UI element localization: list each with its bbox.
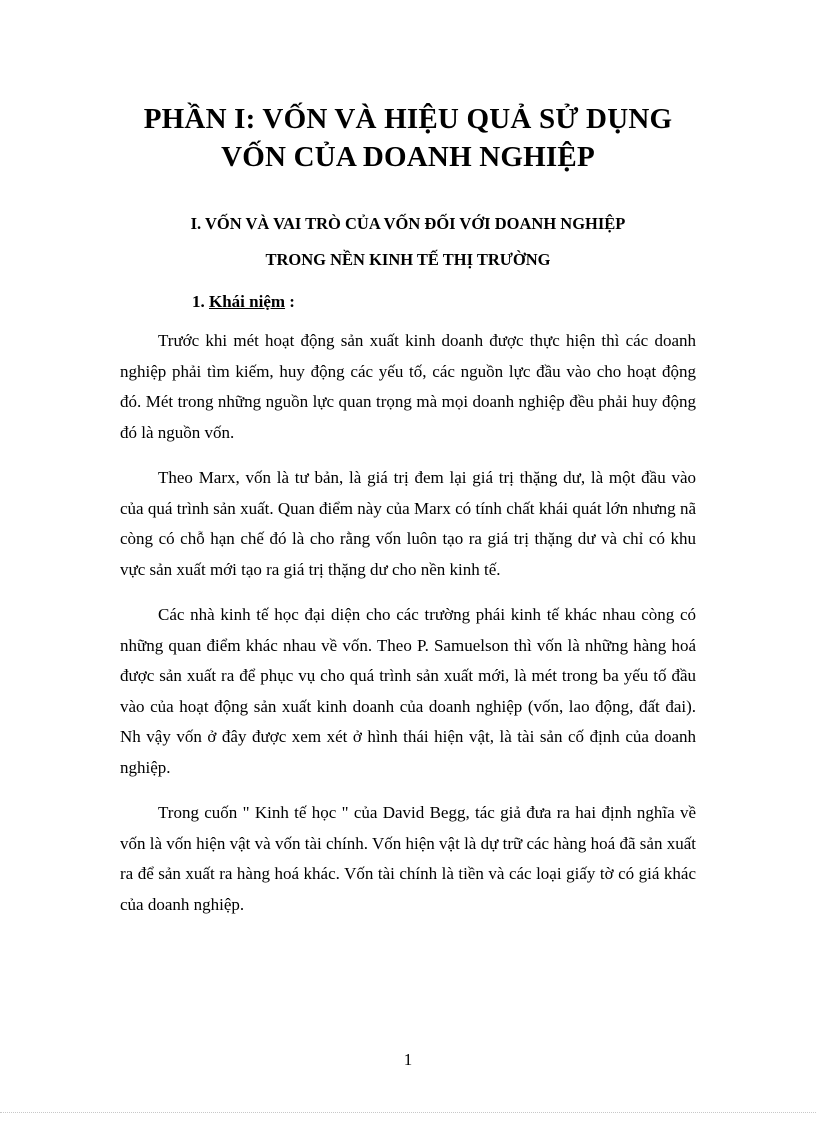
- paragraph: Trong cuốn " Kinh tế học " của David Begg, tác giả đưa ra hai định nghĩa về vốn là vốn hiện vật và vốn tài chính. Vốn hiện vật là dự trữ các hàng hoá đã sản xuất ra để sản xuất ra hàng hoá khác. Vốn tài chính là tiền và các loại giấy tờ có giá khác của doanh nghiệp.: [120, 803, 696, 914]
- section-heading-line-2: TRONG NỀN KINH TẾ THỊ TRƯỜNG: [265, 250, 551, 269]
- paragraph: Các nhà kinh tế học đại diện cho các trường phái kinh tế khác nhau còng có những quan điểm khác nhau về vốn. Theo P. Samuelson thì vốn là những hàng hoá được sản xuất ra để phục vụ cho quá trình sản xuất mới, là mét trong ba yếu tố đầu vào của hoạt động sản xuất kinh doanh của doanh nghiệp (vốn, lao động, đất đai). Nh vậy vốn ở đây được xem xét ở hình thái hiện vật, là tài sản cố định của doanh nghiệp.: [120, 605, 696, 777]
- subsection-suffix: :: [285, 292, 295, 311]
- section-heading-line-1: I. VỐN VÀ VAI TRÒ CỦA VỐN ĐỐI VỚI DOANH NGHIỆP: [190, 214, 626, 233]
- body-text: [120, 326, 696, 935]
- section-heading: [120, 206, 696, 278]
- footer-divider: [0, 1112, 816, 1113]
- subsection-label: Khái niệm: [209, 292, 286, 311]
- chapter-title-line-1: PHẦN I: VỐN VÀ HIỆU QUẢ SỬ DỤNG: [143, 103, 673, 135]
- chapter-title-line-2: VỐN CỦA DOANH NGHIỆP: [221, 141, 595, 173]
- chapter-title: [100, 100, 716, 176]
- page-number: 1: [403, 1050, 413, 1069]
- paragraph: Trước khi mét hoạt động sản xuất kinh doanh được thực hiện thì các doanh nghiệp phải tìm kiếm, huy động các yếu tố, các nguồn lực đầu vào cho hoạt động đó. Mét trong những nguồn lực quan trọng mà mọi doanh nghiệp đều phải huy động đó là nguồn vốn.: [120, 331, 696, 442]
- subsection-number: 1.: [192, 292, 209, 311]
- paragraph: Theo Marx, vốn là tư bản, là giá trị đem lại giá trị thặng dư, là một đầu vào của quá trình sản xuất. Quan điểm này của Marx có tính chất khái quát lớn nhưng nã còng có chỗ hạn chế đó là cho rằng vốn luôn tạo ra giá trị thặng dư và chỉ có khu vực sản xuất mới tạo ra giá trị thặng dư cho nền kinh tế.: [120, 468, 696, 579]
- subsection-heading: [192, 288, 295, 316]
